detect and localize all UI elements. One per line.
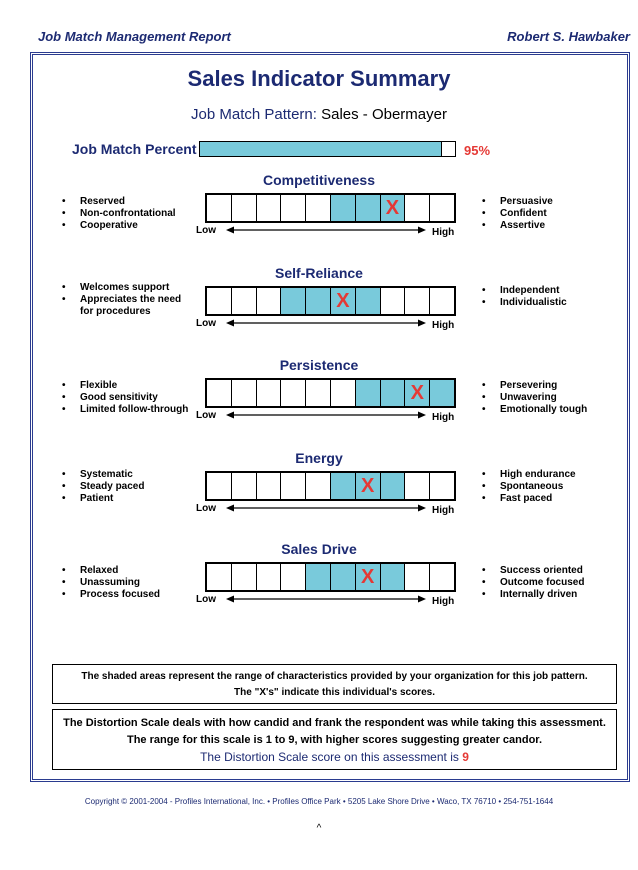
sales-drive-right-traits	[480, 565, 620, 601]
scale-cell	[232, 380, 257, 406]
self-reliance-section	[0, 265, 638, 355]
score-mark: X	[361, 474, 375, 497]
trait-item: • Patient	[60, 493, 195, 505]
scale-cell	[381, 195, 406, 221]
high-label: High	[432, 505, 455, 516]
scale-cell	[306, 195, 331, 221]
sales-drive-title: Sales Drive	[281, 541, 357, 557]
distortion-score-label: The Distortion Scale score on this assessment is	[200, 750, 459, 764]
self-reliance-left-traits	[60, 282, 195, 318]
distortion-score-line	[53, 749, 616, 766]
scale-cell	[430, 288, 454, 314]
scale-cell	[381, 380, 406, 406]
scale-cell	[207, 195, 232, 221]
trait-item: • Assertive	[480, 220, 620, 232]
trait-item: • Confident	[480, 208, 620, 220]
sales-drive-section	[0, 541, 638, 631]
persistence-scale	[205, 378, 456, 408]
scale-cell	[430, 380, 454, 406]
scale-cell	[257, 473, 282, 499]
trait-item: • Relaxed	[60, 565, 195, 577]
scale-cell	[430, 473, 454, 499]
scale-cell	[356, 564, 381, 590]
scale-cell	[232, 473, 257, 499]
trait-item: • Internally driven	[480, 589, 620, 601]
scale-cell	[356, 288, 381, 314]
low-label: Low	[196, 594, 216, 605]
scale-cell	[405, 380, 430, 406]
shading-explanation-line2: The "X's" indicate this individual's scores.	[234, 687, 435, 698]
job-match-pattern	[0, 106, 638, 123]
high-label: High	[432, 227, 455, 238]
scale-cell	[405, 288, 430, 314]
competitiveness-section	[0, 172, 638, 262]
persistence-section	[0, 357, 638, 447]
scale-cell	[331, 564, 356, 590]
scale-cell	[381, 288, 406, 314]
trait-item: • Outcome focused	[480, 577, 620, 589]
trait-item: • Appreciates the need for procedures	[60, 294, 195, 318]
scale-cell	[331, 473, 356, 499]
scale-cell	[331, 195, 356, 221]
low-label: Low	[196, 318, 216, 329]
scale-cell	[356, 473, 381, 499]
scale-cell	[405, 473, 430, 499]
low-high-arrow-icon	[226, 411, 426, 419]
score-mark: X	[361, 565, 375, 588]
page-number: ^	[316, 823, 322, 834]
trait-item: • Non-confrontational	[60, 208, 195, 220]
trait-item: • Persevering	[480, 380, 620, 392]
pattern-value: Sales - Obermayer	[321, 106, 447, 123]
scale-cell	[257, 380, 282, 406]
scale-cell	[306, 380, 331, 406]
job-match-percent-label: Job Match Percent	[72, 141, 197, 157]
scale-cell	[281, 195, 306, 221]
energy-section	[0, 450, 638, 540]
scale-cell	[306, 473, 331, 499]
self-reliance-title: Self-Reliance	[275, 265, 363, 281]
high-label: High	[432, 412, 455, 423]
trait-item: • Spontaneous	[480, 481, 620, 493]
trait-item: • Unassuming	[60, 577, 195, 589]
scale-cell	[281, 288, 306, 314]
scale-cell	[232, 288, 257, 314]
low-label: Low	[196, 410, 216, 421]
scale-cell	[207, 288, 232, 314]
energy-right-traits	[480, 469, 620, 505]
scale-cell	[281, 564, 306, 590]
trait-item: • Unwavering	[480, 392, 620, 404]
trait-item: • Fast paced	[480, 493, 620, 505]
trait-item: • Cooperative	[60, 220, 195, 232]
scale-cell	[281, 380, 306, 406]
scale-cell	[207, 473, 232, 499]
job-match-percent-value: 95%	[464, 143, 491, 158]
persistence-left-traits	[60, 380, 195, 416]
self-reliance-scale	[205, 286, 456, 316]
scale-cell	[281, 473, 306, 499]
high-label: High	[432, 596, 455, 607]
low-label: Low	[196, 225, 216, 236]
trait-item: • Emotionally tough	[480, 404, 620, 416]
trait-item: • High endurance	[480, 469, 620, 481]
trait-item: • Reserved	[60, 196, 195, 208]
distortion-line1: The Distortion Scale deals with how candid and frank the respondent was while taking this assessment.	[63, 717, 606, 729]
job-match-percent-bar	[199, 141, 456, 157]
energy-scale	[205, 471, 456, 501]
low-high-arrow-icon	[226, 319, 426, 327]
persistence-right-traits	[480, 380, 620, 416]
energy-title: Energy	[295, 450, 343, 466]
scale-cell	[381, 564, 406, 590]
copyright-footer: Copyright © 2001-2004 - Profiles International, Inc. • Profiles Office Park • 5205 Lake Shore Drive • Waco, TX 76710 • 254-751-1644	[84, 797, 554, 806]
scale-cell	[257, 288, 282, 314]
scale-cell	[356, 380, 381, 406]
persistence-title: Persistence	[279, 357, 359, 373]
scale-cell	[405, 564, 430, 590]
low-high-arrow-icon	[226, 226, 426, 234]
scale-cell	[430, 564, 454, 590]
page-title: Sales Indicator Summary	[187, 66, 451, 91]
job-match-percent-fill	[200, 142, 442, 156]
distortion-scale-box	[52, 709, 617, 770]
competitiveness-right-traits	[480, 196, 620, 232]
scale-cell	[331, 288, 356, 314]
score-mark: X	[385, 196, 400, 219]
scale-cell	[381, 473, 406, 499]
sales-drive-scale	[205, 562, 456, 592]
high-label: High	[432, 320, 455, 331]
scale-cell	[430, 195, 454, 221]
trait-item: • Welcomes support	[60, 282, 195, 294]
report-header-title: Job Match Management Report	[38, 29, 231, 44]
scale-cell	[232, 564, 257, 590]
trait-item: • Systematic	[60, 469, 195, 481]
energy-left-traits	[60, 469, 195, 505]
scale-cell	[331, 380, 356, 406]
trait-item: • Process focused	[60, 589, 195, 601]
shading-explanation-box	[52, 664, 617, 704]
scale-cell	[306, 564, 331, 590]
trait-item: • Independent	[480, 285, 620, 297]
trait-item: • Flexible	[60, 380, 195, 392]
scale-cell	[356, 195, 381, 221]
scale-cell	[257, 564, 282, 590]
trait-item: • Good sensitivity	[60, 392, 195, 404]
distortion-line2: The range for this scale is 1 to 9, with higher scores suggesting greater candor.	[126, 734, 543, 746]
low-high-arrow-icon	[226, 595, 426, 603]
score-mark: X	[336, 289, 350, 312]
report-header-name: Robert S. Hawbaker	[507, 29, 630, 44]
sales-drive-left-traits	[60, 565, 195, 601]
scale-cell	[207, 380, 232, 406]
trait-item: • Persuasive	[480, 196, 620, 208]
competitiveness-title: Competitiveness	[262, 172, 376, 188]
trait-item: • Success oriented	[480, 565, 620, 577]
competitiveness-left-traits	[60, 196, 195, 232]
low-label: Low	[196, 503, 216, 514]
scale-cell	[232, 195, 257, 221]
pattern-label: Job Match Pattern:	[191, 106, 317, 123]
scale-cell	[306, 288, 331, 314]
score-mark: X	[410, 381, 424, 404]
distortion-score-value: 9	[462, 750, 469, 764]
low-high-arrow-icon	[226, 504, 426, 512]
trait-item: • Steady paced	[60, 481, 195, 493]
competitiveness-scale	[205, 193, 456, 223]
scale-cell	[405, 195, 430, 221]
self-reliance-right-traits	[480, 285, 620, 309]
scale-cell	[207, 564, 232, 590]
shading-explanation-line1: The shaded areas represent the range of characteristics provided by your organization for this job pattern.	[81, 671, 588, 682]
trait-item: • Individualistic	[480, 297, 620, 309]
scale-cell	[257, 195, 282, 221]
trait-item: • Limited follow-through	[60, 404, 195, 416]
